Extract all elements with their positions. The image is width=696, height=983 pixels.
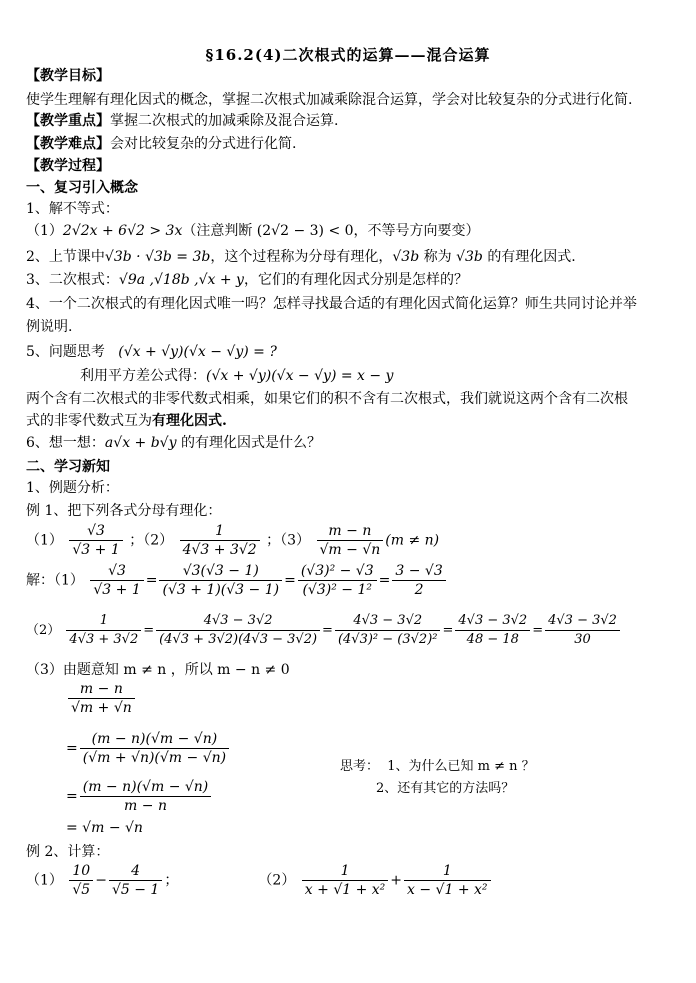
item5: 5、问题思考 (√x + √y)(√x − √y) = ?	[26, 344, 277, 360]
process-heading: 【教学过程】	[26, 158, 110, 174]
definition-line1: 两个含有二次根式的非零代数式相乘，如果它们的积不含有二次根式，我们就说这两个含有二次根	[26, 391, 628, 407]
difficulty-label: 【教学难点】	[26, 136, 110, 152]
section1-heading: 一、复习引入概念	[26, 180, 138, 196]
section2-heading: 二、学习新知	[26, 459, 110, 475]
inequality: 2√2x + 6√2 > 3x	[62, 223, 183, 239]
solution-3-result: = √m − √n	[66, 820, 143, 836]
ex1-fraction-1: $\frac{√3}{√3 + 1}$	[69, 522, 122, 559]
think-question-1: 思考： 1、为什么已知 m ≠ n ？	[340, 759, 535, 774]
solution-2: （2） $\frac{1}{4√3 + 3√2}$ = $\frac{4√3 - 3√2}{(4√3 + 3√2)(4√3 - 3√2)}$ = $\frac{4√3 - 3√2}{\text{(4√3)² − (3√2)²}}$ = $\frac{4√3 - 3√2}{48 - 18}$ = $\frac{4√3 - 3√2}{30}$	[26, 612, 622, 649]
item5-formula: 利用平方差公式得：(√x + √y)(√x − √y) = x − y	[80, 368, 394, 384]
definition-line2: 式的非零代数式互为有理化因式.	[26, 413, 227, 429]
item3: 3、二次根式：√9a ,√18b ,√x + y，它们的有理化因式分别是怎样的？	[26, 272, 468, 288]
example1-problems: （1） $\frac{√3}{√3 + 1}$ ；（2） $\frac{1}{4√3 + 3√2}$ ；（3） $\frac{m - n}{√m - √n}$ (m ≠ n)	[26, 523, 440, 558]
item4-line2: 例说明.	[26, 319, 73, 335]
item6: 6、想一想：a√x + b√y 的有理化因式是什么？	[26, 435, 321, 451]
item1-label: 1、解不等式：	[26, 201, 119, 217]
document-title: §16.2(4)二次根式的运算——混合运算	[205, 46, 491, 64]
objective-heading: 【教学目标】	[26, 68, 110, 84]
key-point	[26, 111, 338, 131]
solution-3-step1: $\frac{m - n}{√m + √n}$	[66, 680, 137, 717]
key-text: 掌握二次根式的加减乘除及混合运算.	[110, 113, 339, 129]
ex1-fraction-2: $\frac{1}{4√3 + 3√2}$	[180, 522, 260, 559]
objective-text: 使学生理解有理化因式的概念，掌握二次根式加减乘除混合运算，学会对比较复杂的分式进行化简.	[26, 92, 633, 108]
item4-line1: 4、一个二次根式的有理化因式唯一吗？怎样寻找最合适的有理化因式简化运算？师生共同讨论并举	[26, 296, 637, 312]
key-label: 【教学重点】	[26, 113, 110, 129]
item2: 2、上节课中√3b · √3b = 3b，这个过程称为分母有理化，√3b 称为 √3b 的有理化因式.	[26, 249, 576, 265]
solution-1: 解：（1） $\frac{√3}{√3 + 1}$ = $\frac{√3(√3 - 1)}{(√3 + 1)(√3 - 1)}$ = $\frac{\text{(√3)² − √3}}{\text{(√3)² − 1²}}$ = $\frac{3 - √3}{2}$	[26, 562, 448, 599]
example2-label: 例 2、计算：	[26, 844, 110, 860]
solution-3-intro: （3）由题意知 m ≠ n ，所以 m − n ≠ 0	[26, 662, 290, 678]
difficulty-point	[26, 134, 296, 154]
solution-3-step2: = $\frac{(m - n)(√m - √n)}{(√m + √n)(√m - √n)}$	[66, 730, 231, 767]
think-question-2: 2、还有其它的方法吗？	[376, 781, 515, 796]
item1-note: （注意判断 (2√2 − 3) < 0，不等号方向要变）	[182, 223, 480, 239]
difficulty-text: 会对比较复杂的分式进行化简.	[110, 136, 297, 152]
example1-label: 例 1、把下列各式分母有理化：	[26, 503, 222, 519]
ex1-fraction-3: $\frac{m - n}{√m - √n}$	[317, 522, 384, 559]
example-analysis-label: 1、例题分析：	[26, 480, 119, 496]
item1-question: （1）2√2x + 6√2 > 3x（注意判断 (2√2 − 3) < 0，不等号方向要变）	[26, 223, 480, 239]
example2-problems: （1） $\frac{10}{√5}$ − $\frac{4}{√5 - 1}$ ； （2） $\frac{1}{\text{x + √1 + x²}}$ + $\frac{1}{\text{x − √1 + x²}}$	[26, 862, 493, 899]
solution-3-step3: = $\frac{(m - n)(√m - √n)}{m - n}$	[66, 778, 213, 815]
